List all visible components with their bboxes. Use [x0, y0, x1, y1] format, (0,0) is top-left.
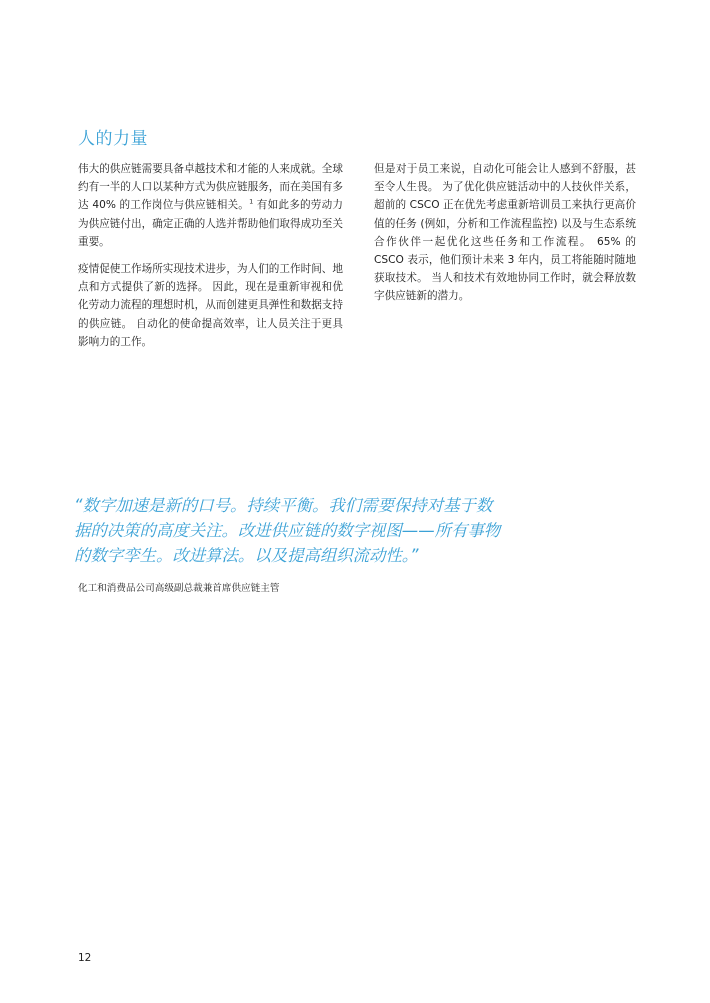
left-paragraph-1-text-a: 伟大的供应链需要具备卓越技术和才能的人来成就。全球约有一半的人口以某种方式为供应链服务，而在美国有多达 40% 的工作岗位与供应链相关。: [78, 163, 343, 212]
right-paragraph-1: 但是对于员工来说，自动化可能会让人感到不舒服，甚至令人生畏。 为了优化供应链活动中的人技伙伴关系，超前的 CSCO 正在优先考虑重新培训员工来执行更高价值的任务 (例如，分析和工作流程监控) 以及与生态系统合作伙伴一起优化这些任务和工作流程。 65% 的 CSCO 表示，他们预计未来 3 年内，员工将能随时随地获取技术。 当人和技术有效地协同工作时，就会释放数字供应链新的潜力。: [374, 163, 636, 303]
left-column: [78, 160, 343, 360]
page-number: 12: [78, 952, 92, 964]
left-paragraph-1: [78, 160, 343, 251]
section-title: 人的力量: [78, 129, 148, 149]
quote-attribution: 化工和消费品公司高级副总裁兼首席供应链主管: [78, 583, 280, 594]
right-column: [374, 160, 636, 315]
left-paragraph-1-text-b: 有如此多的劳动力为供应链付出，确定正确的人选并帮助他们取得成功至关重要。: [78, 199, 343, 248]
pull-quote: “数字加速是新的口号。持续平衡。我们需要保持对基于数据的决策的高度关注。改进供应链的数字视图——所有事物的数字孪生。改进算法。以及提高组织流动性。”: [74, 496, 501, 565]
footnote-marker: 1: [249, 197, 254, 206]
left-paragraph-2: 疫情促使工作场所实现技术进步，为人们的工作时间、地点和方式提供了新的选择。 因此，现在是重新审视和优化劳动力流程的理想时机，从而创建更具弹性和数据支持的供应链。 自动化的使命提高效率，让人员关注于更具影响力的工作。: [78, 263, 343, 348]
